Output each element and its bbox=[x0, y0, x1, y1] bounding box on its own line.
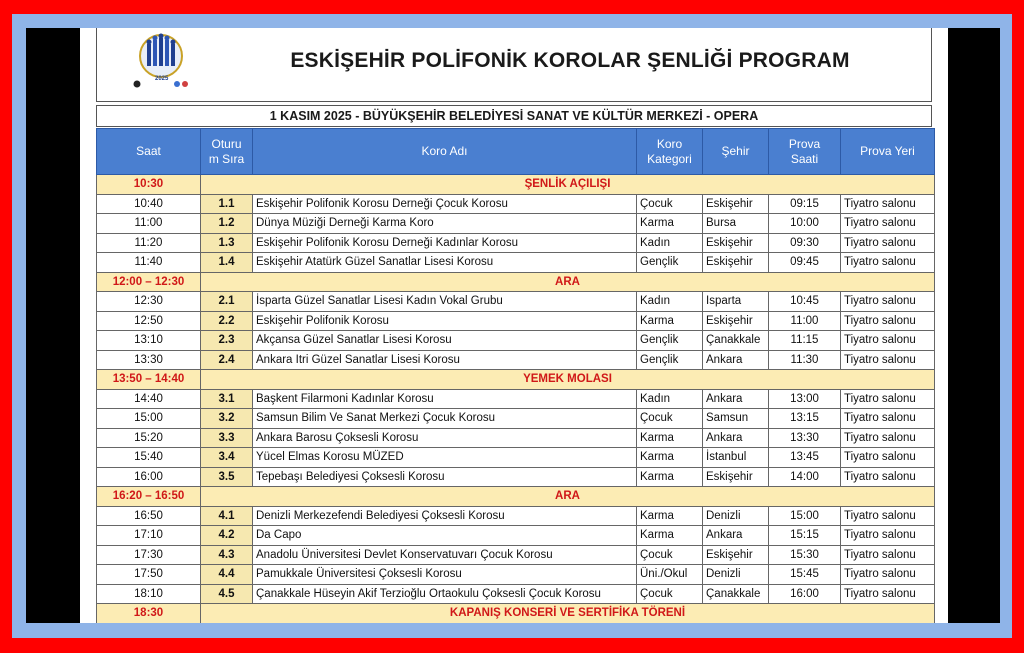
cell-kategori: Karma bbox=[637, 428, 703, 448]
cell-prova-yeri: Tiyatro salonu bbox=[841, 428, 935, 448]
cell-sira: 2.2 bbox=[201, 311, 253, 331]
table-row bbox=[97, 428, 935, 448]
cell-kategori: Karma bbox=[637, 311, 703, 331]
cell-sira: 2.1 bbox=[201, 292, 253, 312]
cell-sehir: İstanbul bbox=[703, 448, 769, 468]
cell-kategori: Kadın bbox=[637, 389, 703, 409]
cell-saat: 15:20 bbox=[97, 428, 201, 448]
cell-koro-adi: Pamukkale Üniversitesi Çoksesli Korosu bbox=[253, 565, 637, 585]
cell-prova-saati: 11:00 bbox=[769, 311, 841, 331]
table-row bbox=[97, 292, 935, 312]
cell-prova-saati: 10:00 bbox=[769, 214, 841, 234]
program-table bbox=[96, 128, 935, 623]
col-header-prova-yeri: Prova Yeri bbox=[841, 129, 935, 175]
section-row bbox=[97, 370, 935, 390]
cell-sira: 4.3 bbox=[201, 545, 253, 565]
cell-sehir: Eskişehir bbox=[703, 253, 769, 273]
cell-prova-saati: 09:15 bbox=[769, 194, 841, 214]
cell-prova-saati: 14:00 bbox=[769, 467, 841, 487]
cell-prova-saati: 16:00 bbox=[769, 584, 841, 604]
cell-prova-saati: 15:45 bbox=[769, 565, 841, 585]
cell-sira: 3.1 bbox=[201, 389, 253, 409]
cell-kategori: Gençlik bbox=[637, 350, 703, 370]
cell-sira: 4.2 bbox=[201, 526, 253, 546]
col-header-oturum: Oturu m Sıra bbox=[201, 129, 253, 175]
cell-sehir: Eskişehir bbox=[703, 194, 769, 214]
table-row bbox=[97, 565, 935, 585]
cell-prova-saati: 15:15 bbox=[769, 526, 841, 546]
cell-saat: 13:30 bbox=[97, 350, 201, 370]
cell-saat: 16:00 bbox=[97, 467, 201, 487]
cell-saat: 11:40 bbox=[97, 253, 201, 273]
cell-prova-saati: 11:15 bbox=[769, 331, 841, 351]
section-label: ARA bbox=[201, 272, 935, 292]
cell-prova-yeri: Tiyatro salonu bbox=[841, 214, 935, 234]
cell-koro-adi: Eskişehir Polifonik Korosu Derneği Kadınlar Korosu bbox=[253, 233, 637, 253]
section-time: 10:30 bbox=[97, 175, 201, 195]
cell-sehir: Samsun bbox=[703, 409, 769, 429]
cell-koro-adi: Yücel Elmas Korosu MÜZED bbox=[253, 448, 637, 468]
cell-kategori: Üni./Okul bbox=[637, 565, 703, 585]
cell-prova-saati: 15:00 bbox=[769, 506, 841, 526]
cell-prova-saati: 15:30 bbox=[769, 545, 841, 565]
cell-saat: 16:50 bbox=[97, 506, 201, 526]
cell-sira: 2.3 bbox=[201, 331, 253, 351]
cell-sehir: Eskişehir bbox=[703, 545, 769, 565]
cell-saat: 17:50 bbox=[97, 565, 201, 585]
cell-kategori: Çocuk bbox=[637, 409, 703, 429]
cell-koro-adi: Akçansa Güzel Sanatlar Lisesi Korosu bbox=[253, 331, 637, 351]
cell-saat: 10:40 bbox=[97, 194, 201, 214]
table-row bbox=[97, 584, 935, 604]
table-row bbox=[97, 448, 935, 468]
col-header-sehir: Şehir bbox=[703, 129, 769, 175]
cell-saat: 12:30 bbox=[97, 292, 201, 312]
cell-prova-yeri: Tiyatro salonu bbox=[841, 233, 935, 253]
cell-prova-yeri: Tiyatro salonu bbox=[841, 565, 935, 585]
table-row bbox=[97, 350, 935, 370]
cell-sira: 4.1 bbox=[201, 506, 253, 526]
cell-sira: 1.2 bbox=[201, 214, 253, 234]
cell-kategori: Çocuk bbox=[637, 545, 703, 565]
section-row bbox=[97, 175, 935, 195]
cell-saat: 12:50 bbox=[97, 311, 201, 331]
table-row bbox=[97, 331, 935, 351]
cell-sira: 4.4 bbox=[201, 565, 253, 585]
cell-prova-saati: 13:30 bbox=[769, 428, 841, 448]
cell-saat: 17:30 bbox=[97, 545, 201, 565]
cell-prova-saati: 09:30 bbox=[769, 233, 841, 253]
cell-kategori: Çocuk bbox=[637, 194, 703, 214]
section-time: 18:30 bbox=[97, 604, 201, 624]
cell-koro-adi: Ankara Itri Güzel Sanatlar Lisesi Korosu bbox=[253, 350, 637, 370]
cell-kategori: Karma bbox=[637, 448, 703, 468]
cell-koro-adi: Başkent Filarmoni Kadınlar Korosu bbox=[253, 389, 637, 409]
table-row bbox=[97, 409, 935, 429]
cell-koro-adi: Denizli Merkezefendi Belediyesi Çoksesli Korosu bbox=[253, 506, 637, 526]
cell-koro-adi: Eskişehir Polifonik Korosu Derneği Çocuk Korosu bbox=[253, 194, 637, 214]
cell-kategori: Kadın bbox=[637, 233, 703, 253]
cell-sehir: Denizli bbox=[703, 565, 769, 585]
cell-kategori: Gençlik bbox=[637, 331, 703, 351]
cell-sira: 3.3 bbox=[201, 428, 253, 448]
cell-kategori: Karma bbox=[637, 214, 703, 234]
cell-prova-yeri: Tiyatro salonu bbox=[841, 448, 935, 468]
section-row bbox=[97, 487, 935, 507]
table-row bbox=[97, 253, 935, 273]
section-label: YEMEK MOLASI bbox=[201, 370, 935, 390]
cell-sira: 1.3 bbox=[201, 233, 253, 253]
table-row bbox=[97, 311, 935, 331]
cell-sira: 2.4 bbox=[201, 350, 253, 370]
cell-prova-yeri: Tiyatro salonu bbox=[841, 506, 935, 526]
cell-sira: 1.4 bbox=[201, 253, 253, 273]
section-label: KAPANIŞ KONSERİ VE SERTİFİKA TÖRENİ bbox=[201, 604, 935, 624]
cell-sehir: Ankara bbox=[703, 350, 769, 370]
table-header-row bbox=[97, 129, 935, 175]
col-header-saat: Saat bbox=[97, 129, 201, 175]
col-header-kategori: Koro Kategori bbox=[637, 129, 703, 175]
festival-logo-graphic bbox=[115, 32, 207, 94]
cell-sehir: Ankara bbox=[703, 389, 769, 409]
cell-prova-yeri: Tiyatro salonu bbox=[841, 467, 935, 487]
document-header bbox=[96, 28, 932, 102]
cell-prova-saati: 10:45 bbox=[769, 292, 841, 312]
document-title: ESKİŞEHİR POLİFONİK KOROLAR ŞENLİĞİ PROGRAM bbox=[290, 49, 850, 72]
cell-sira: 3.5 bbox=[201, 467, 253, 487]
table-row bbox=[97, 233, 935, 253]
cell-sehir: Bursa bbox=[703, 214, 769, 234]
cell-prova-saati: 11:30 bbox=[769, 350, 841, 370]
program-document bbox=[80, 28, 948, 623]
cell-prova-saati: 09:45 bbox=[769, 253, 841, 273]
cell-prova-yeri: Tiyatro salonu bbox=[841, 311, 935, 331]
table-row bbox=[97, 389, 935, 409]
cell-koro-adi: Eskişehir Atatürk Güzel Sanatlar Lisesi Korosu bbox=[253, 253, 637, 273]
cell-sehir: Denizli bbox=[703, 506, 769, 526]
cell-kategori: Kadın bbox=[637, 292, 703, 312]
cell-kategori: Karma bbox=[637, 467, 703, 487]
cell-sehir: Eskişehir bbox=[703, 467, 769, 487]
cell-sira: 3.2 bbox=[201, 409, 253, 429]
cell-sehir: Çanakkale bbox=[703, 331, 769, 351]
cell-saat: 15:40 bbox=[97, 448, 201, 468]
table-row bbox=[97, 506, 935, 526]
cell-koro-adi: Samsun Bilim Ve Sanat Merkezi Çocuk Korosu bbox=[253, 409, 637, 429]
cell-sira: 3.4 bbox=[201, 448, 253, 468]
cell-prova-yeri: Tiyatro salonu bbox=[841, 545, 935, 565]
cell-prova-yeri: Tiyatro salonu bbox=[841, 584, 935, 604]
table-row bbox=[97, 467, 935, 487]
program-table-body bbox=[97, 175, 935, 624]
festival-logo bbox=[115, 32, 207, 94]
cell-sehir: Çanakkale bbox=[703, 584, 769, 604]
cell-prova-yeri: Tiyatro salonu bbox=[841, 389, 935, 409]
cell-kategori: Çocuk bbox=[637, 584, 703, 604]
cell-sehir: Ankara bbox=[703, 526, 769, 546]
cell-saat: 11:20 bbox=[97, 233, 201, 253]
cell-koro-adi: Ankara Barosu Çoksesli Korosu bbox=[253, 428, 637, 448]
logo-year: 2025 bbox=[155, 76, 169, 82]
cell-prova-yeri: Tiyatro salonu bbox=[841, 526, 935, 546]
section-row bbox=[97, 604, 935, 624]
cell-prova-yeri: Tiyatro salonu bbox=[841, 253, 935, 273]
cell-koro-adi: Da Capo bbox=[253, 526, 637, 546]
cell-kategori: Karma bbox=[637, 506, 703, 526]
cell-prova-yeri: Tiyatro salonu bbox=[841, 194, 935, 214]
document-subtitle: 1 KASIM 2025 - BÜYÜKŞEHİR BELEDİYESİ SANAT VE KÜLTÜR MERKEZİ - OPERA bbox=[96, 105, 932, 127]
cell-prova-saati: 13:15 bbox=[769, 409, 841, 429]
section-label: ARA bbox=[201, 487, 935, 507]
cell-koro-adi: Dünya Müziği Derneği Karma Koro bbox=[253, 214, 637, 234]
table-row bbox=[97, 526, 935, 546]
table-row bbox=[97, 194, 935, 214]
section-time: 13:50 – 14:40 bbox=[97, 370, 201, 390]
section-time: 16:20 – 16:50 bbox=[97, 487, 201, 507]
cell-prova-yeri: Tiyatro salonu bbox=[841, 409, 935, 429]
cell-prova-yeri: Tiyatro salonu bbox=[841, 350, 935, 370]
cell-saat: 18:10 bbox=[97, 584, 201, 604]
section-label: ŞENLİK AÇILIŞI bbox=[201, 175, 935, 195]
cell-saat: 15:00 bbox=[97, 409, 201, 429]
cell-koro-adi: Çanakkale Hüseyin Akif Terzioğlu Ortaokulu Çoksesli Çocuk Korosu bbox=[253, 584, 637, 604]
cell-kategori: Karma bbox=[637, 526, 703, 546]
cell-sehir: Eskişehir bbox=[703, 311, 769, 331]
section-time: 12:00 – 12:30 bbox=[97, 272, 201, 292]
cell-koro-adi: Tepebaşı Belediyesi Çoksesli Korosu bbox=[253, 467, 637, 487]
cell-prova-saati: 13:45 bbox=[769, 448, 841, 468]
table-row bbox=[97, 545, 935, 565]
col-header-prova-saati: Prova Saati bbox=[769, 129, 841, 175]
table-row bbox=[97, 214, 935, 234]
col-header-koro-adi: Koro Adı bbox=[253, 129, 637, 175]
section-row bbox=[97, 272, 935, 292]
cell-sira: 4.5 bbox=[201, 584, 253, 604]
cell-koro-adi: Eskişehir Polifonik Korosu bbox=[253, 311, 637, 331]
cell-kategori: Gençlik bbox=[637, 253, 703, 273]
cell-prova-yeri: Tiyatro salonu bbox=[841, 331, 935, 351]
cell-saat: 13:10 bbox=[97, 331, 201, 351]
cell-prova-yeri: Tiyatro salonu bbox=[841, 292, 935, 312]
cell-saat: 17:10 bbox=[97, 526, 201, 546]
cell-koro-adi: Anadolu Üniversitesi Devlet Konservatuvarı Çocuk Korosu bbox=[253, 545, 637, 565]
cell-koro-adi: İsparta Güzel Sanatlar Lisesi Kadın Vokal Grubu bbox=[253, 292, 637, 312]
cell-saat: 14:40 bbox=[97, 389, 201, 409]
cell-saat: 11:00 bbox=[97, 214, 201, 234]
cell-prova-saati: 13:00 bbox=[769, 389, 841, 409]
cell-sehir: Isparta bbox=[703, 292, 769, 312]
cell-sehir: Eskişehir bbox=[703, 233, 769, 253]
cell-sehir: Ankara bbox=[703, 428, 769, 448]
cell-sira: 1.1 bbox=[201, 194, 253, 214]
